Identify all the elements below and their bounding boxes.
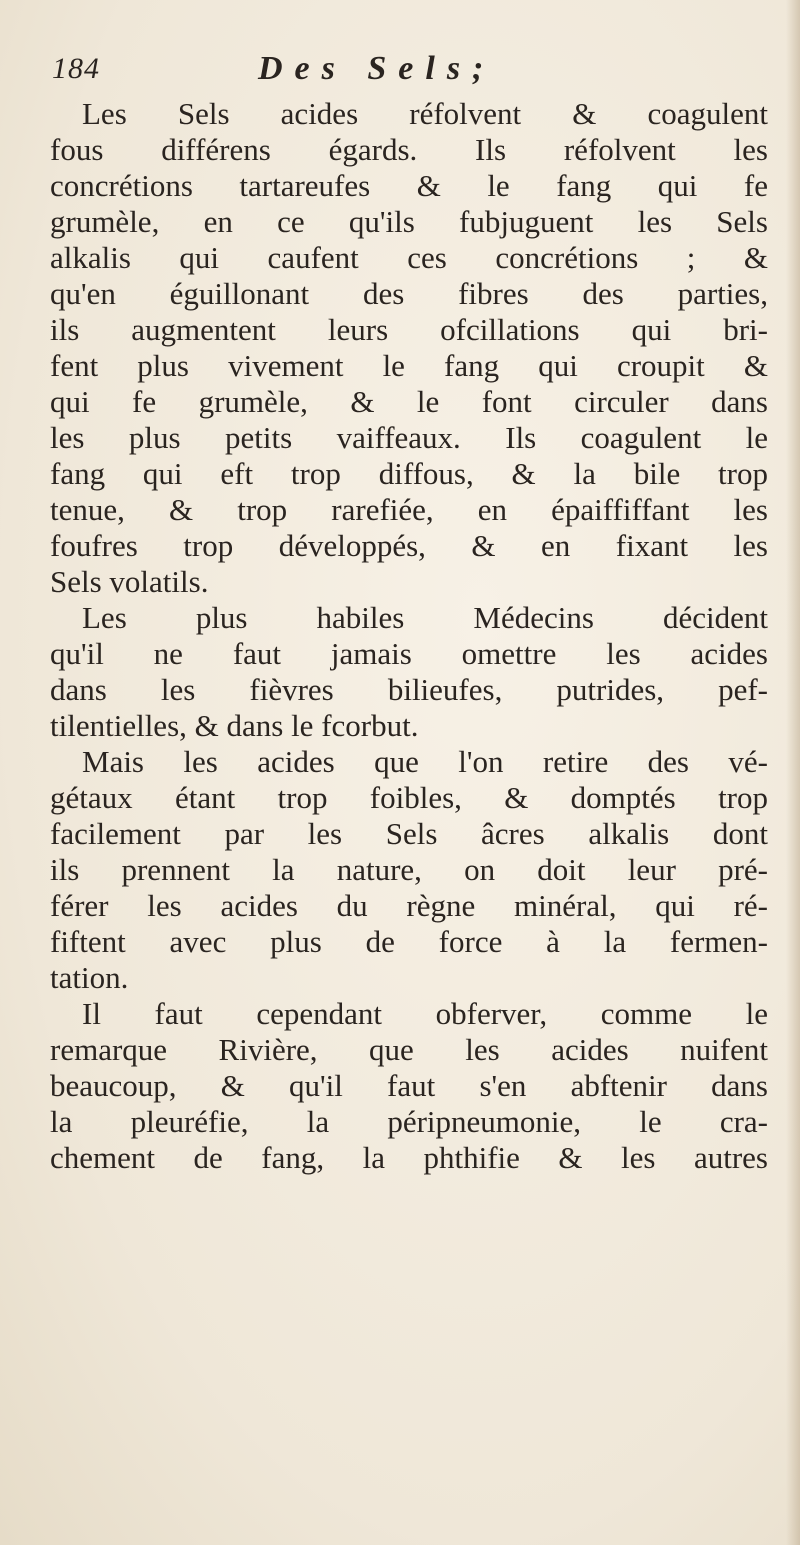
text-line: remarque Rivière, que les acides nuifent	[50, 1032, 768, 1067]
text-line: Les plus habiles Médecins décident	[82, 600, 768, 635]
text-line: concrétions tartareufes & le fang qui fe	[50, 168, 768, 203]
text-line: la pleuréfie, la péripneumonie, le cra-	[50, 1104, 768, 1139]
text-line: fang qui eft trop diffous, & la bile trop	[50, 456, 768, 491]
page-content	[50, 50, 770, 1176]
text-line: Mais les acides que l'on retire des vé-	[82, 744, 768, 779]
text-line: dans les fièvres bilieufes, putrides, pef-	[50, 672, 768, 707]
text-line: ils augmentent leurs ofcillations qui bri-	[50, 312, 768, 347]
running-title: Des Sels;	[258, 50, 496, 87]
text-line: gétaux étant trop foibles, & domptés trop	[50, 780, 768, 815]
text-line: qu'en éguillonant des fibres des parties,	[50, 276, 768, 311]
text-line: férer les acides du règne minéral, qui ré-	[50, 888, 768, 923]
text-line: Il faut cependant obferver, comme le	[82, 996, 768, 1031]
page-edge-shadow	[786, 0, 800, 1545]
text-line: les plus petits vaiffeaux. Ils coagulent le	[50, 420, 768, 455]
text-line: qu'il ne faut jamais omettre les acides	[50, 636, 768, 671]
text-line: grumèle, en ce qu'ils fubjuguent les Sels	[50, 204, 768, 239]
text-line: Sels volatils.	[50, 564, 209, 599]
text-line: foufres trop développés, & en fixant les	[50, 528, 768, 563]
page-number: 184	[52, 52, 100, 85]
body-text	[50, 96, 770, 1176]
text-line: fent plus vivement le fang qui croupit &	[50, 348, 768, 383]
text-line: alkalis qui caufent ces concrétions ; &	[50, 240, 768, 275]
text-line: Les Sels acides réfolvent & coagulent	[82, 96, 768, 131]
text-line: tation.	[50, 960, 129, 995]
running-head	[50, 50, 770, 96]
text-line: tilentielles, & dans le fcorbut.	[50, 708, 419, 743]
text-line: fous différens égards. Ils réfolvent les	[50, 132, 768, 167]
text-line: chement de fang, la phthifie & les autres	[50, 1140, 768, 1175]
text-line: tenue, & trop rarefiée, en épaiffiffant les	[50, 492, 768, 527]
text-line: qui fe grumèle, & le font circuler dans	[50, 384, 768, 419]
text-line: ils prennent la nature, on doit leur pré-	[50, 852, 768, 887]
text-line: fiftent avec plus de force à la fermen-	[50, 924, 768, 959]
text-line: beaucoup, & qu'il faut s'en abftenir dans	[50, 1068, 768, 1103]
text-line: facilement par les Sels âcres alkalis dont	[50, 816, 768, 851]
